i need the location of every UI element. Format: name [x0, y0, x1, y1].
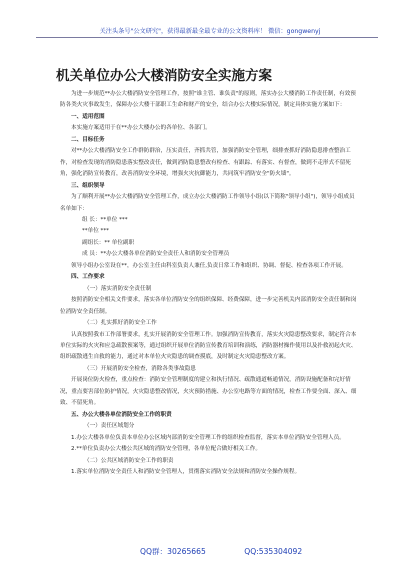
section-2-body: 对**办公大楼消防安全工作群防群治，压实责任，齐抓共管，加强消防安全管理，细排查抓好消防隐患排查整治工作，对检查发现的消防隐患落实整改责任，做到消防隐患整改有检查、有跟踪、有落实、有督查，做到不走形式不留死角，强化消防宣传教育，改善消防安全环境，增强火灾抗御能力，共同筑牢消防安全"防火墙"。: [60, 148, 351, 178]
footer-contacts: [140, 546, 338, 557]
header-divider: [36, 37, 378, 38]
section-2-heading: 二、目标任务: [71, 136, 105, 143]
requirement-2-title: （二）扎实抓好消防安全工作: [84, 320, 157, 327]
member-deputy: 副组长：** 单位副职: [82, 239, 135, 246]
member-leader-2: **单位 ***: [82, 228, 109, 235]
requirement-3-title: （三）开展消防安全检查，消除各类事故隐患: [84, 365, 196, 372]
member-leader: 组 长：**单位 ***: [82, 216, 128, 223]
section-1-heading: 一、适用范围: [71, 113, 105, 120]
requirement-1-title: （一）落实消防安全责任制: [84, 285, 152, 292]
document-body: [60, 89, 360, 478]
section-1-body: 本实施方案适用于在**办公大楼办公的各单位、各部门。: [71, 125, 211, 132]
member-members: 成 员：**办公大楼各单位消防安全责任人和消防安全管理员: [82, 251, 230, 258]
footer-qq-group: QQ群：30265665: [140, 547, 206, 556]
duty-2-item-1: 1.落实单位消防安全责任人和消防安全管理人，贯彻落实消防安全法规和消防安全操作规程。: [71, 468, 301, 475]
document-title: 机关单位办公大楼消防安全实施方案: [56, 68, 272, 84]
section-3-heading: 三、组织领导: [71, 182, 105, 189]
duty-1-item-2: 2.**单位负责办公大楼公共区域的消防安全管理，各单位配合做好相关工作。: [71, 446, 261, 453]
section-4-heading: 四、工作要求: [71, 274, 105, 281]
intro-paragraph: 为进一步规范**办公大楼消防安全管理工作，按照"谁主管、谁负责"的原则，落实办公大楼消防工作责任制，有效预防各类火灾事故发生，保障办公大楼干部职工生命和财产的安全，结合办公大楼实际情况，制定具体实施方案如下：: [60, 91, 356, 109]
header-banner: 关注头条号"公文研究"，获得最新最全最专业的公文资料库！ 微信：gongwenyj: [99, 28, 321, 35]
duty-2-title: （二）公共区域消防安全工作的职责: [84, 457, 174, 464]
requirement-3-body: 开展岗位防火检查，重点检查：消防安全管理制度的建立和执行情况、疏散通道畅通情况，消防设施配备和完好情况，重点要害部位防护情况，火灾隐患整改情况，火灾预防措施、办公室电路等方面的情况，检查工作要全面、深入、细致、不留死角。: [60, 377, 357, 407]
section-5-heading: 五、办公大楼各单位消防安全工作的职责: [71, 411, 172, 418]
section-3-body: 为了顺利开展**办公大楼消防安全管理工作，成立办公大楼消防工作领导小组(以下简称"领导小组")，领导小组成员名单如下：: [60, 194, 355, 212]
requirement-2-body: 认真按照我市工作部署要求，扎实开展消防安全管理工作。加强消防宣传教育，落实火灾隐患整改要求，制定符合本单位实际的火灾和应急疏散预案等，通过组织开展单位消防宣传教育培训和演练，消防器材操作使用以及扑救初起火灾、组织疏散逃生自救的能力，通过对本单位火灾隐患的调查摸底，及时制定火灾隐患整改方案。: [60, 331, 357, 361]
footer-qq: QQ:535304092: [244, 547, 303, 556]
section-3-office: 领导小组办公室设在**，办公室主任由科室负责人兼任,负责日常工作和组织、协调、督促、检查各项工作开展。: [71, 262, 347, 269]
requirement-1-body: 按照消防安全相关文件要求，落实各单位消防安全的组织保障、经费保障，进一步完善机关内部消防安全责任制和岗位消防安全责任制。: [60, 297, 357, 315]
duty-1-item-1: 1.办公大楼各单位负责本单位办公区域内部消防安全管理工作的组织检查监督，落实本单位消防安全管理人员。: [71, 434, 345, 441]
duty-1-title: （一）责任区域划分: [84, 423, 135, 430]
